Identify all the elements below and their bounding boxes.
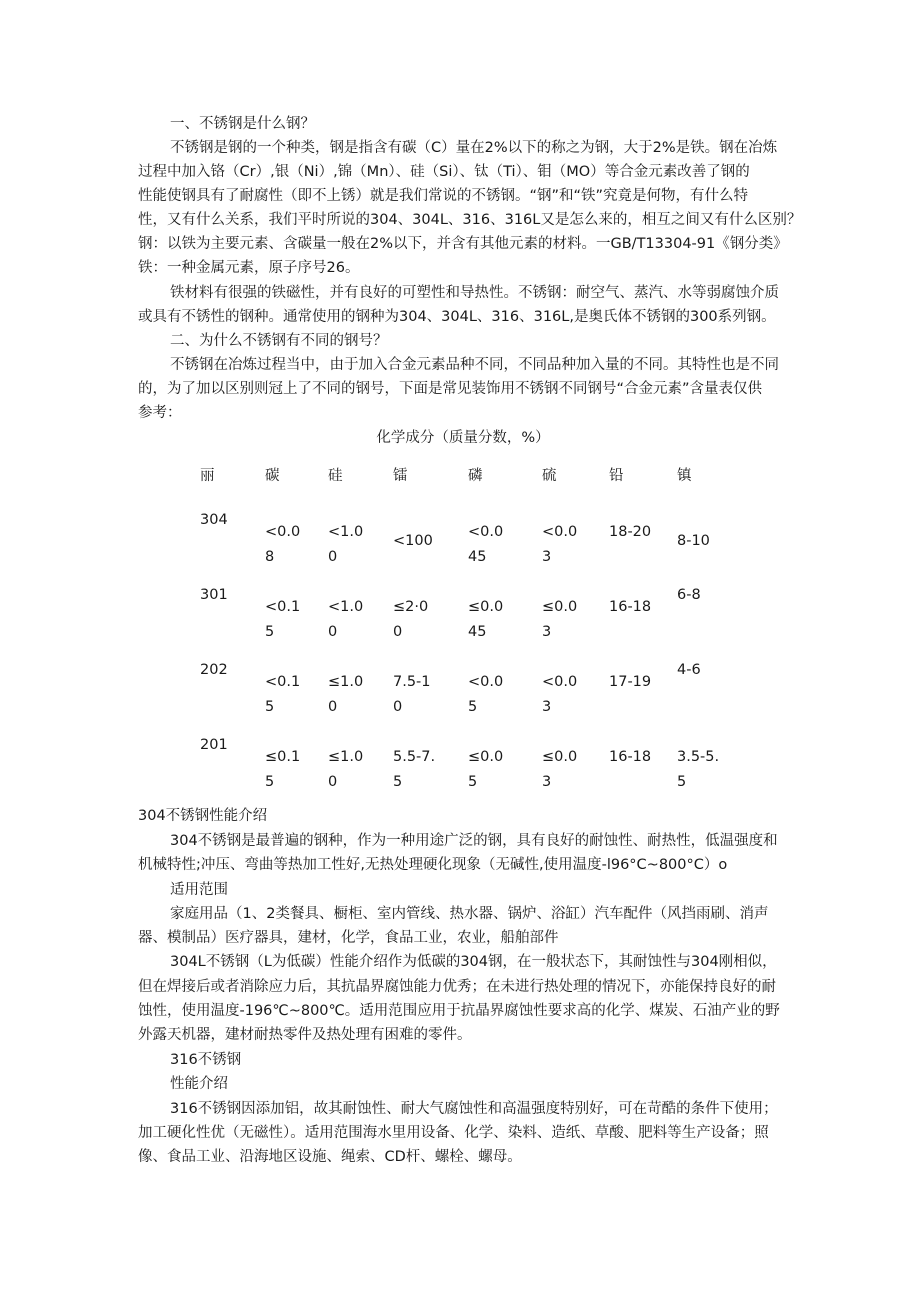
paragraph-line: 外露天机器，建材耐热零件及热处理有困难的零件。 — [138, 1027, 472, 1043]
paragraph-line: 性，又有什么关系，我们平时所说的304、304L、316、316L又是怎么来的，相互之间又有什么区别？ — [138, 212, 802, 228]
table-row — [200, 729, 737, 804]
table-cell: ≤0.03 — [542, 599, 578, 640]
table-cell: 7.5-10 — [393, 674, 431, 715]
table-cell: 6-8 — [677, 587, 701, 603]
paragraph-line: 的，为了加以区别则冠上了不同的钢号，下面是常见装饰用不锈钢不同钢号“合金元素”含量表仅供 — [138, 381, 763, 397]
table-cell: ≤1.00 — [328, 749, 364, 790]
paragraph-line: 过程中加入铬（Cr）,银（Ni）,锦（Mn）、硅（Si）、钛（Ti）、钼（MO）等合金元素改善了钢的 — [138, 164, 750, 180]
paragraph-line: 或具有不锈性的钢种。通常使用的钢种为304、304L、316、316L,是奥氏体不锈钢的300系列钢。 — [138, 309, 776, 325]
section2-heading: 二、为什么不锈钢有不同的钢号？ — [170, 333, 388, 349]
header-cell: 硅 — [328, 468, 343, 484]
table-cell: ≤0.05 — [468, 749, 504, 790]
table-cell: <0.045 — [468, 524, 504, 565]
table-cell: 5.5-7.5 — [393, 749, 436, 790]
grade-cell: 201 — [200, 737, 228, 753]
header-cell: 镭 — [393, 468, 408, 484]
header-cell: 镇 — [677, 468, 692, 484]
header-cell: 磷 — [468, 468, 483, 484]
paragraph-line: 器、模制品）医疗器具，建材，化学，食品工业，农业，船舶部件 — [138, 930, 559, 946]
table-cell: ≤0.045 — [468, 599, 504, 640]
header-cell: 铅 — [609, 468, 624, 484]
table-cell: 3.5-5.5 — [677, 749, 720, 790]
table-cell: <0.03 — [542, 524, 578, 565]
table-cell: <0.15 — [265, 674, 301, 715]
table-row — [200, 504, 737, 579]
paragraph-line: 铁：一种金属元素，原子序号26。 — [138, 260, 360, 276]
table-cell: <100 — [393, 533, 433, 549]
header-cell: 碳 — [265, 468, 280, 484]
table-cell: <1.00 — [328, 599, 364, 640]
table-header-row — [200, 460, 737, 504]
table-cell: 8-10 — [677, 533, 710, 549]
table-cell: 17-19 — [609, 674, 652, 690]
table-row — [200, 579, 737, 654]
paragraph-line: 不锈钢在冶炼过程当中，由于加入合金元素品种不同，不同品种加入量的不同。其特性也是不同 — [170, 357, 779, 373]
table-cell: ≤0.15 — [265, 749, 301, 790]
grade-cell: 202 — [200, 662, 228, 678]
paragraph-line: 像、食品工业、沿海地区设施、绳索、CD杆、螺栓、螺母。 — [138, 1149, 522, 1165]
section-316-title: 316不锈钢 — [170, 1052, 242, 1068]
header-cell: 硫 — [542, 468, 557, 484]
paragraph-line: 机械特性;冲压、弯曲等热加工性好,无热处理硬化现象（无碱性,使用温度-l96°C~800°C）o — [138, 857, 728, 873]
paragraph-line: 不锈钢是钢的一个种类，钢是指含有碳（C）量在2%以下的称之为钢，大于2%是铁。钢在冶炼 — [170, 140, 778, 156]
paragraph-line: 304不锈钢是最普遍的钢种，作为一种用途广泛的钢，具有良好的耐蚀性、耐热性，低温强度和 — [170, 833, 778, 849]
section-304-title: 304不锈钢性能介绍 — [138, 808, 268, 824]
table-cell: 18-20 — [609, 524, 652, 540]
paragraph-line: 参考： — [138, 405, 182, 421]
table-cell: <0.03 — [542, 674, 578, 715]
table-cell: ≤1.00 — [328, 674, 364, 715]
table-cell: ≤0.03 — [542, 749, 578, 790]
paragraph-line: 铁材料有很强的铁磁性，并有良好的可塑性和导热性。不锈钢：耐空气、蒸汽、水等弱腐蚀介质 — [170, 285, 779, 301]
section-316-subtitle: 性能介绍 — [170, 1076, 228, 1092]
chemical-composition-table — [200, 460, 737, 804]
table-cell: <1.00 — [328, 524, 364, 565]
table-caption: 化学成分（质量分数，%） — [376, 430, 550, 446]
paragraph-line: 性能使钢具有了耐腐性（即不上锈）就是我们常说的不锈钢。“钢”和“铁”究竟是何物，有什么特 — [138, 188, 749, 204]
grade-cell: 304 — [200, 512, 228, 528]
scope-title: 适用范围 — [170, 882, 228, 898]
paragraph-line: 316不锈钢因添加铝，故其耐蚀性、耐大气腐蚀性和高温强度特别好，可在苛酷的条件下使用； — [170, 1101, 778, 1117]
table-cell: 16-18 — [609, 599, 652, 615]
header-cell: 丽 — [200, 468, 215, 484]
table-row — [200, 654, 737, 729]
paragraph-line: 加工硬化性优（无磁性）。适用范围海水里用设备、化学、染料、造纸、草酸、肥料等生产设备；照 — [138, 1125, 769, 1141]
paragraph-line: 家庭用品（1、2类餐具、橱柜、室内管线、热水器、锅炉、浴缸）汽车配件（风挡雨刷、消声 — [170, 906, 769, 922]
paragraph-line: 但在焊接后或者消除应力后，其抗晶界腐蚀能力优秀；在未进行热处理的情况下，亦能保持良好的耐 — [138, 979, 776, 995]
table-cell: ≤2·00 — [393, 599, 429, 640]
table-cell: 16-18 — [609, 749, 652, 765]
paragraph-line: 钢：以铁为主要元素、含碳量一般在2%以下，并含有其他元素的材料。一GB/T13304-91《钢分类》 — [138, 236, 788, 252]
grade-cell: 301 — [200, 587, 228, 603]
paragraph-line: 304L不锈钢（L为低碳）性能介绍作为低碳的304钢，在一般状态下，其耐蚀性与304刚相似， — [170, 954, 777, 970]
table-cell: <0.08 — [265, 524, 301, 565]
table-cell: <0.15 — [265, 599, 301, 640]
section1-heading: 一、不锈钢是什么钢？ — [170, 116, 315, 132]
table-cell: <0.05 — [468, 674, 504, 715]
table-cell: 4-6 — [677, 662, 701, 678]
paragraph-line: 蚀性，使用温度-196℃~800℃。适用范围应用于抗晶界腐蚀性要求高的化学、煤炭、石油产业的野 — [138, 1003, 780, 1019]
